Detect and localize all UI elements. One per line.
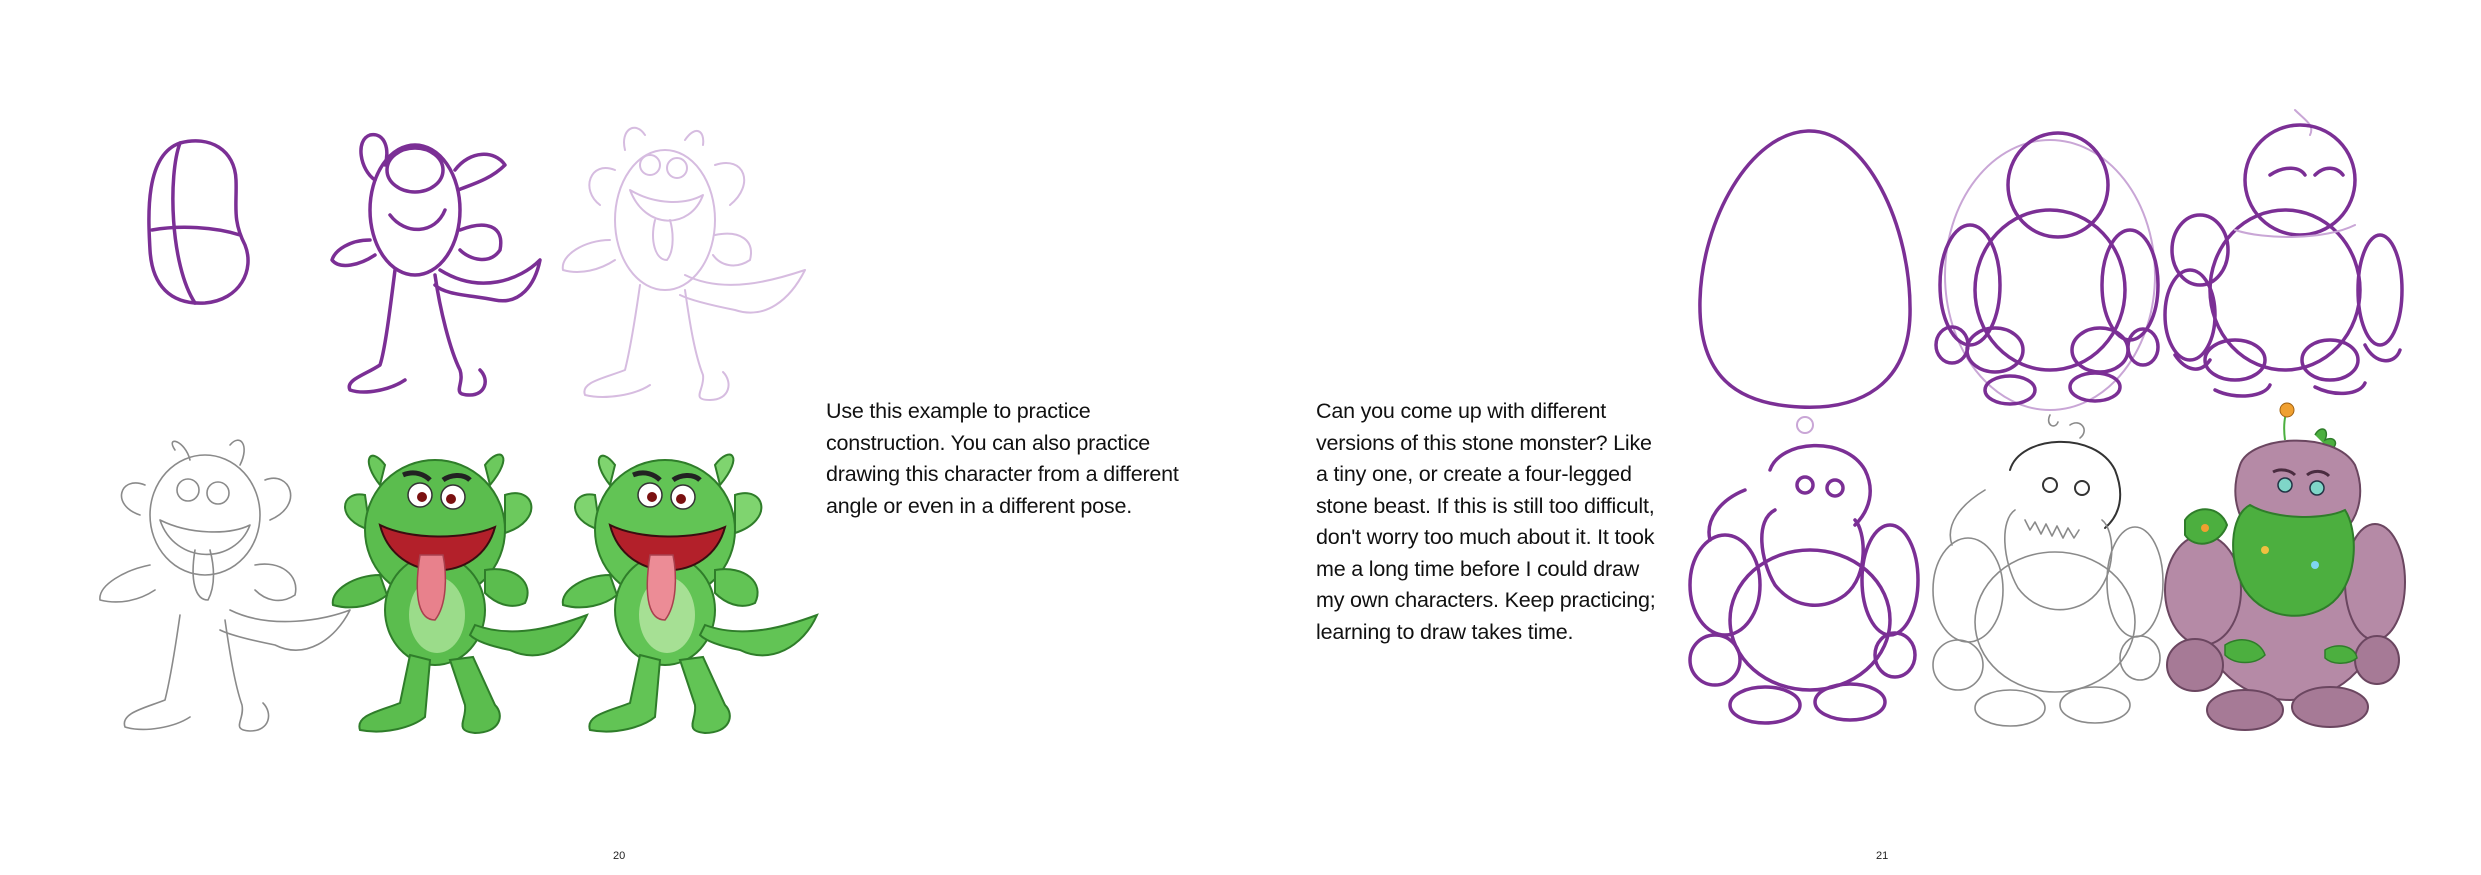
right-page [1240, 0, 2481, 875]
stone-monster-step5-lineart [1930, 410, 2170, 740]
sea-monster-step4-lineart [90, 435, 360, 755]
right-page-number: 21 [1876, 850, 1889, 862]
stone-monster-step3-sketch [2165, 105, 2405, 415]
right-page-paragraph: Can you come up with different versions of this stone monster? Like a tiny one, or create a four-legged stone beast. If this is still too difficult, don't worry too much about it. It took me a long time before I could draw my own characters. Keep practicing; learning to draw takes time. [1316, 399, 1656, 644]
stone-monster-step6-colored [2165, 410, 2405, 740]
left-page [0, 0, 1240, 875]
sea-monster-step3-sketch [555, 110, 825, 430]
stone-monster-step1-sketch [1690, 125, 1920, 415]
sea-monster-step1-sketch [140, 135, 260, 310]
left-page-paragraph: Use this example to practice construction. You can also practice drawing this character from a different angle or even in a different pose. [826, 399, 1179, 518]
stone-monster-step2-sketch [1930, 125, 2160, 415]
sea-monster-step6-colored [555, 435, 825, 755]
left-page-number: 20 [613, 850, 626, 862]
stone-monster-step4-sketch [1685, 410, 1925, 740]
sea-monster-step2-sketch [320, 110, 580, 430]
